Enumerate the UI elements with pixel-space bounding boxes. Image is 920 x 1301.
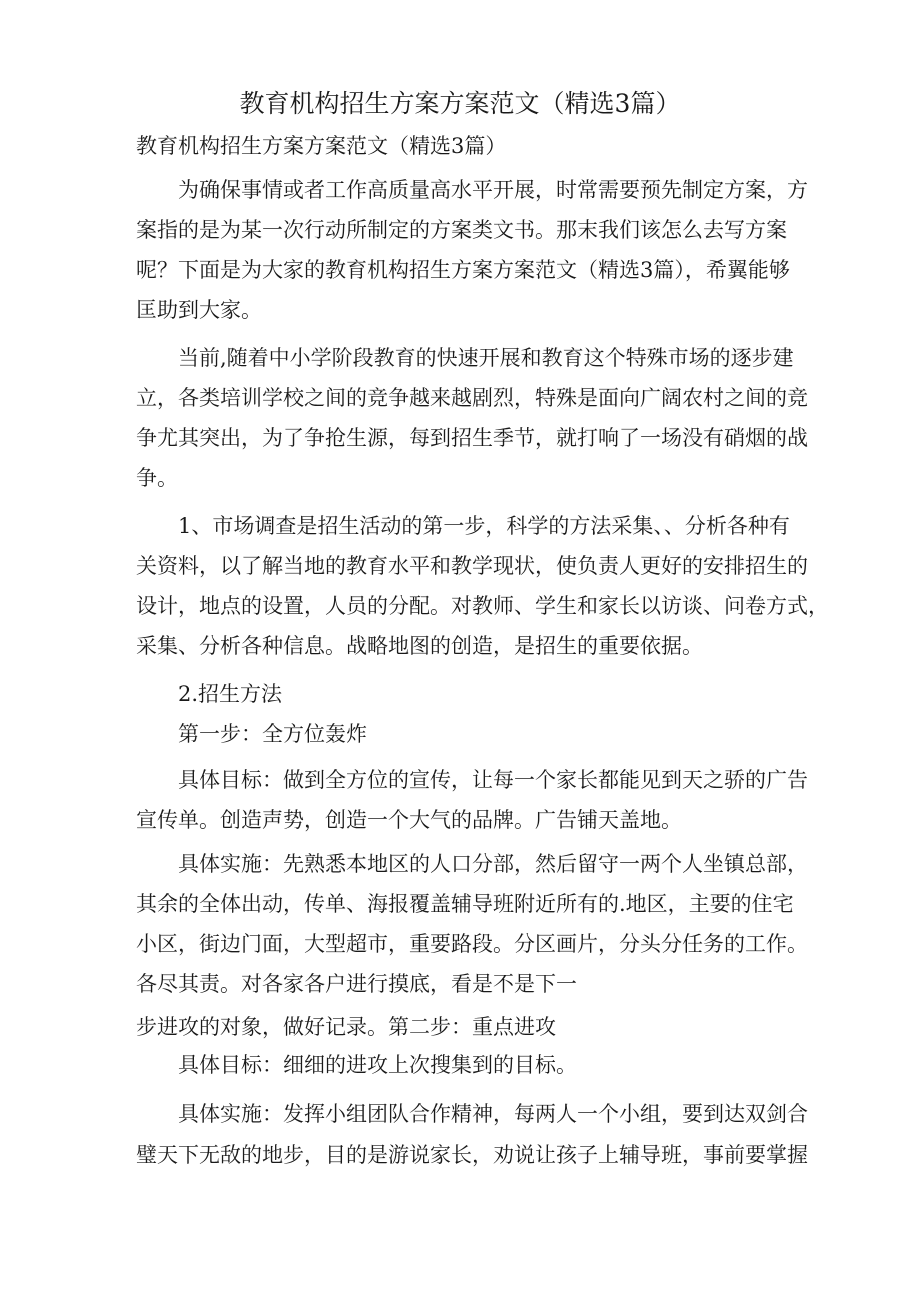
text-line: 匡助到大家。 [136,298,262,322]
text-line: 为确保事情或者工作高质量高水平开展，时常需要预先制定方案，方 [136,178,808,202]
text-line: 立，各类培训学校之间的竞争越来越剧烈，特殊是面向广阔农村之间的竞 [136,386,808,410]
text-line: 具体实施：发挥小组团队合作精神，每两人一个小组，要到达双剑合 [136,1102,808,1126]
paragraph-step-one-implementation [136,844,808,1004]
text-line: 各尽其责。对各家各户进行摸底，看是不是下一 [136,972,577,996]
text-line: 其余的全体出动，传单、海报覆盖辅导班附近所有的.地区，主要的住宅 [136,892,794,916]
text-line: 争尤其突出，为了争抢生源，每到招生季节，就打响了一场没有硝烟的战 [136,426,808,450]
paragraph-step-two-implementation [136,1094,808,1176]
text-line: 呢？下面是为大家的教育机构招生方案方案范文（精选3篇），希翼能够 [136,258,790,282]
text-line: 小区，街边门面，大型超市，重要路段。分区画片，分头分任务的工作。 [136,932,808,956]
section-heading-enrollment-method: 2.招生方法 [136,682,283,706]
text-line: 案指的是为某一次行动所制定的方案类文书。那末我们该怎么去写方案 [136,218,787,242]
text-line: 设计，地点的设置，人员的分配。对教师、学生和家长以访谈、问卷方式， [136,594,829,618]
text-line: 步进攻的对象，做好记录。第二步：重点进攻 [136,1015,556,1039]
text-line: 具体目标：细细的进攻上次搜集到的目标。 [136,1053,577,1077]
text-line: 当前,随着中小学阶段教育的快速开展和教育这个特殊市场的逐步建 [136,346,794,370]
text-line: 璧天下无敌的地步，目的是游说家长，劝说让孩子上辅导班，事前要掌握 [136,1143,808,1167]
text-line: 争。 [136,466,178,490]
text-line: 具体目标：做到全方位的宣传，让每一个家长都能见到天之骄的广告 [136,768,808,792]
paragraph-background [136,338,808,498]
text-line: 宣传单。创造声势，创造一个大气的品牌。广告铺天盖地。 [136,808,682,832]
text-line: 1、市场调查是招生活动的第一步，科学的方法采集、、分析各种有 [136,514,790,538]
paragraph-step-one-goal [136,760,808,840]
document-subtitle: 教育机构招生方案方案范文（精选3篇） [136,134,507,158]
paragraph-market-survey [136,506,829,666]
step-one-heading: 第一步：全方位轰炸 [136,722,367,746]
text-line: 采集、分析各种信息。战略地图的创造，是招生的重要依据。 [136,634,703,658]
paragraph-step-two [136,1008,796,1084]
text-line: 关资料，以了解当地的教育水平和教学现状，使负责人更好的安排招生的 [136,554,808,578]
text-line: 具体实施：先熟悉本地区的人口分部，然后留守一两个人坐镇总部， [136,852,808,876]
paragraph-intro [136,170,808,330]
document-title: 教育机构招生方案方案范文（精选3篇） [239,89,681,118]
